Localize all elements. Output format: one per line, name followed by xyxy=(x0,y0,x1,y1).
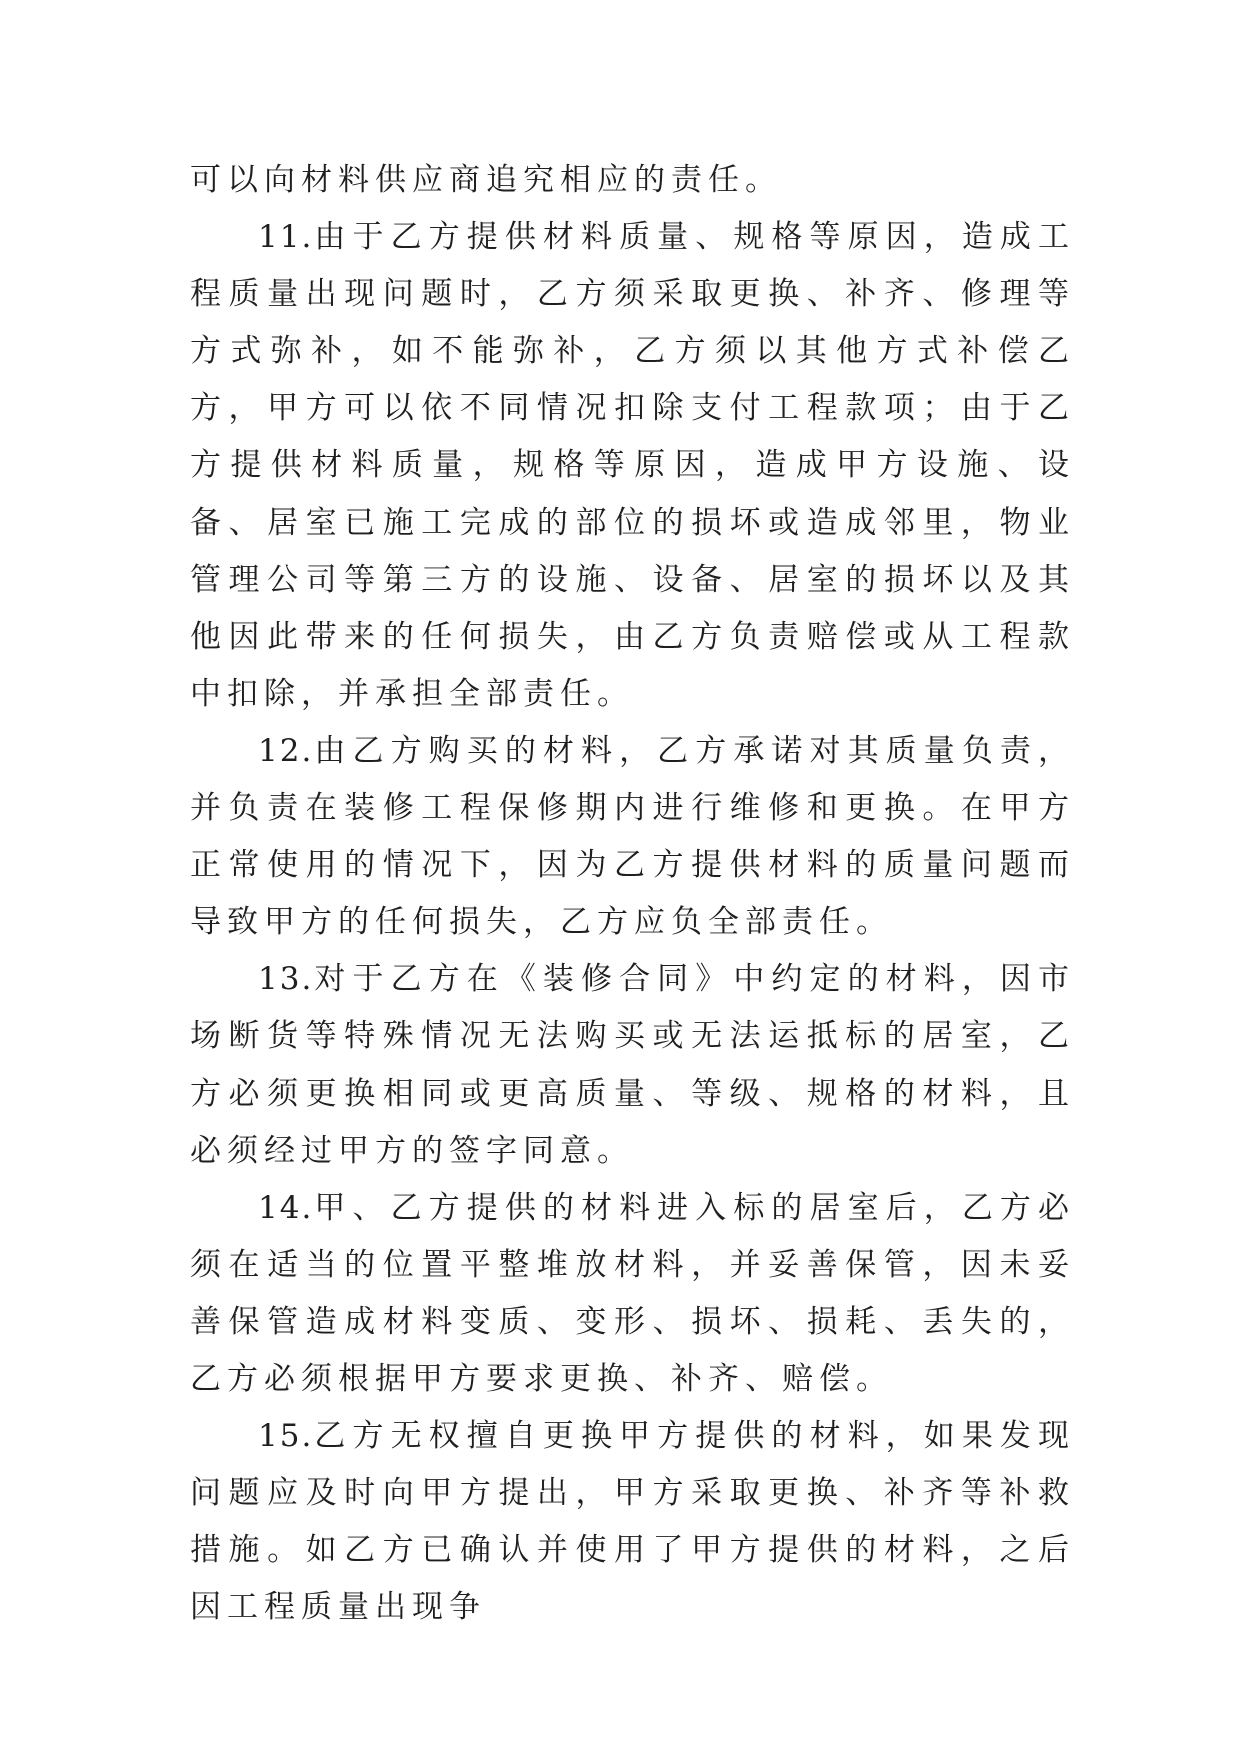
clause-12 xyxy=(190,723,1075,951)
clause-text: 由乙方购买的材料，乙方承诺对其质量负责，并负责在装修工程保修期内进行维修和更换。在甲方正常使用的情况下，因为乙方提供材料的质量问题而导致甲方的任何损失，乙方应负全部责任。 xyxy=(190,732,1075,941)
clause-text: 对于乙方在《装修合同》中约定的材料，因市场断货等特殊情况无法购买或无法运抵标的居室，乙方必须更换相同或更高质量、等级、规格的材料，且必须经过甲方的签字同意。 xyxy=(190,961,1075,1169)
document-body xyxy=(190,152,1075,1636)
clause-number: 11. xyxy=(258,219,314,256)
clause-text: 甲、乙方提供的材料进入标的居室后，乙方必须在适当的位置平整堆放材料，并妥善保管，因未妥善保管造成材料变质、变形、损坏、损耗、丢失的，乙方必须根据甲方要求更换、补齐、赔偿。 xyxy=(190,1189,1075,1397)
clause-text: 由于乙方提供材料质量、规格等原因，造成工程质量出现问题时，乙方须采取更换、补齐、修理等方式弥补，如不能弥补，乙方须以其他方式补偿乙方，甲方可以依不同情况扣除支付工程款项；由于乙方提供材料质量，规格等原因，造成甲方设施、设备、居室已施工完成的部位的损坏或造成邻里，物业管理公司等第三方的设施、设备、居室的损坏以及其他因此带来的任何损失，由乙方负责赔偿或从工程款中扣除，并承担全部责任。 xyxy=(190,219,1075,712)
clause-number: 12. xyxy=(258,732,314,769)
clause-number: 14. xyxy=(258,1189,314,1226)
clause-number: 15. xyxy=(258,1418,314,1455)
clause-15 xyxy=(190,1408,1075,1636)
clause-text: 乙方无权擅自更换甲方提供的材料，如果发现问题应及时向甲方提出，甲方采取更换、补齐等补救措施。如乙方已确认并使用了甲方提供的材料，之后因工程质量出现争 xyxy=(190,1418,1075,1626)
paragraph-continuation xyxy=(190,152,1075,209)
clause-14 xyxy=(190,1180,1075,1408)
clause-13 xyxy=(190,951,1075,1179)
clause-number: 13. xyxy=(258,961,314,998)
paragraph-text: 可以向材料供应商追究相应的责任。 xyxy=(190,162,782,198)
clause-11 xyxy=(190,209,1075,723)
